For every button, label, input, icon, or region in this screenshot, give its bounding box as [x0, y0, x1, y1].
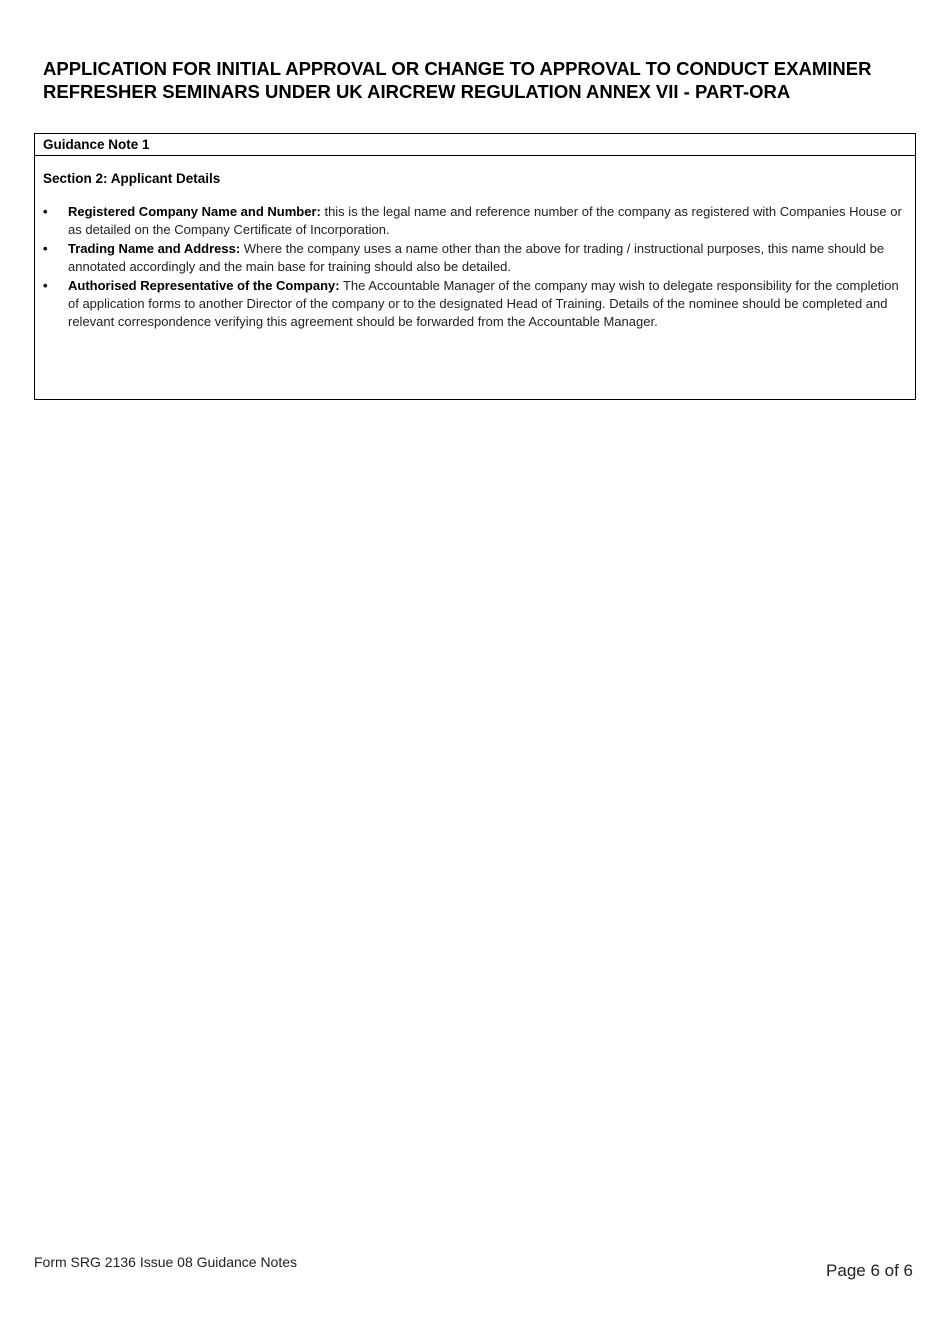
item-description: The Accountable Manager of the company may wish to delegate responsibility for the completion of application forms to another Director of the company or to the designated Head of Training. Details of the nominee should be completed and relevant correspondence verifying this agreement should be forwarded from the Accountable Manager.: [68, 278, 899, 329]
guidance-note-header: Guidance Note 1: [35, 134, 915, 156]
item-description: this is the legal name and reference number of the company as registered with Companies House or as detailed on the Company Certificate of Incorporation.: [68, 204, 902, 237]
list-item: [43, 240, 907, 276]
section-heading: Section 2: Applicant Details: [43, 171, 221, 186]
list-item: [43, 277, 907, 331]
bullet-icon: •: [43, 204, 48, 219]
list-item: [43, 203, 907, 239]
guidance-bullet-list: [43, 203, 907, 331]
page-indicator: Page 6 of 6: [826, 1261, 913, 1280]
form-reference: Form SRG 2136 Issue 08 Guidance Notes: [34, 1254, 298, 1270]
document-title-line-2: REFRESHER SEMINARS UNDER UK AIRCREW REGULATION ANNEX VII - PART-ORA: [43, 81, 791, 103]
item-term: Trading Name and Address:: [68, 241, 241, 256]
guidance-note-box: [34, 133, 916, 400]
item-description: Where the company uses a name other than the above for trading / instructional purposes, this name should be annotated accordingly and the main base for training should also be detailed.: [68, 241, 885, 274]
item-term: Authorised Representative of the Company:: [68, 278, 340, 293]
guidance-note-body: [35, 170, 915, 331]
document-title-line-1: APPLICATION FOR INITIAL APPROVAL OR CHANGE TO APPROVAL TO CONDUCT EXAMINER: [43, 58, 872, 80]
document-title: [43, 57, 923, 103]
bullet-icon: •: [43, 278, 48, 293]
item-term: Registered Company Name and Number:: [68, 204, 321, 219]
bullet-icon: •: [43, 241, 48, 256]
